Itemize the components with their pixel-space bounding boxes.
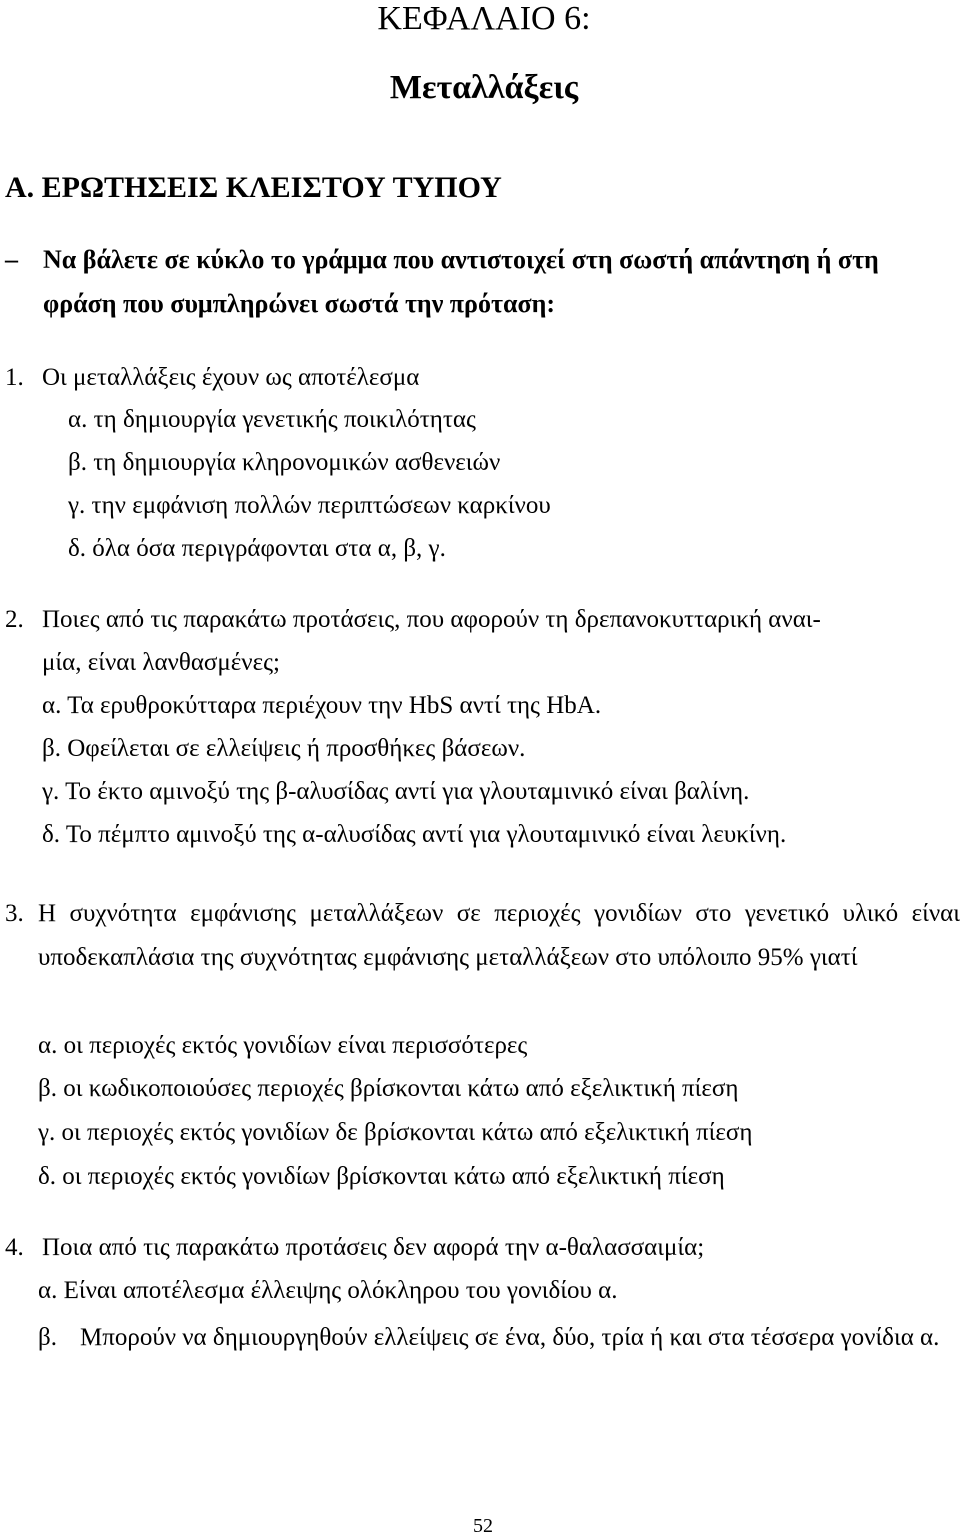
question-text: Ποιες από τις παρακάτω προτάσεις, που αφορούν τη δρεπανοκυτταρική αναι- (42, 606, 821, 633)
option-d: δ. Το πέμπτο αμινοξύ της α-αλυσίδας αντί για γλουταμινικό είναι λευκίνη. (42, 821, 787, 848)
option-a: α. τη δημιουργία γενετικής ποικιλότητας (68, 406, 476, 433)
question-number: 2. (5, 606, 24, 633)
option-a: α. Είναι αποτέλεσμα έλλειψης ολόκληρου του γονιδίου α. (38, 1277, 618, 1304)
question-text-continued: μία, είναι λανθασμένες; (42, 649, 280, 676)
page-number: 52 (473, 1515, 493, 1537)
instruction-text: Να βάλετε σε κύκλο το γράμμα που αντιστοιχεί στη σωστή απάντηση ή στη φράση που συμπληρώνει σωστά την πρόταση: (43, 245, 879, 318)
option-d: δ. οι περιοχές εκτός γονιδίων βρίσκονται κάτω από εξελικτική πίεση (38, 1163, 725, 1190)
question-text: Ποια από τις παρακάτω προτάσεις δεν αφορά την α-θαλασσαιμία; (42, 1234, 705, 1261)
option-c: γ. οι περιοχές εκτός γονιδίων δε βρίσκονται κάτω από εξελικτική πίεση (38, 1119, 753, 1146)
chapter-title: Μεταλλάξεις (389, 69, 579, 106)
instruction (5, 238, 935, 326)
section-title: Α. ΕΡΩΤΗΣΕΙΣ ΚΛΕΙΣΤΟΥ ΤΥΠΟΥ (5, 171, 502, 204)
question-number: 3. (5, 900, 24, 927)
option-a: α. Τα ερυθροκύτταρα περιέχουν την HbS αντί της HbA. (42, 692, 602, 719)
instruction-dash: – (5, 245, 18, 274)
option-d: δ. όλα όσα περιγράφονται στα α, β, γ. (68, 535, 446, 562)
option-b: Μπορούν να δημιουργηθούν ελλείψεις σε ένα, δύο, τρία ή και στα τέσσερα γονίδια α. (80, 1324, 940, 1351)
option-c: γ. την εμφάνιση πολλών περιπτώσεων καρκίνου (68, 492, 551, 519)
option-b-letter: β. (38, 1324, 57, 1351)
question-number: 1. (5, 364, 24, 391)
option-c: γ. Το έκτο αμινοξύ της β-αλυσίδας αντί για γλουταμινικό είναι βαλίνη. (42, 778, 750, 805)
question-text: Η συχνότητα εμφάνισης μεταλλάξεων σε περιοχές γονιδίων στο γενετικό υλικό είναι υποδεκαπλάσια της συχνότητας εμφάνισης μεταλλάξεων στο υπόλοιπο 95% γιατί (38, 900, 960, 971)
option-a: α. οι περιοχές εκτός γονιδίων είναι περισσότερες (38, 1032, 528, 1059)
option-b: β. οι κωδικοποιούσες περιοχές βρίσκονται κάτω από εξελικτική πίεση (38, 1075, 739, 1102)
question-text: Οι μεταλλάξεις έχουν ως αποτέλεσμα (42, 364, 420, 391)
option-b: β. Οφείλεται σε ελλείψεις ή προσθήκες βάσεων. (42, 735, 526, 762)
option-b: β. τη δημιουργία κληρονομικών ασθενειών (68, 449, 501, 476)
chapter-heading: ΚΕΦΑΛΑΙΟ 6: (377, 0, 591, 37)
question-number: 4. (5, 1234, 24, 1261)
